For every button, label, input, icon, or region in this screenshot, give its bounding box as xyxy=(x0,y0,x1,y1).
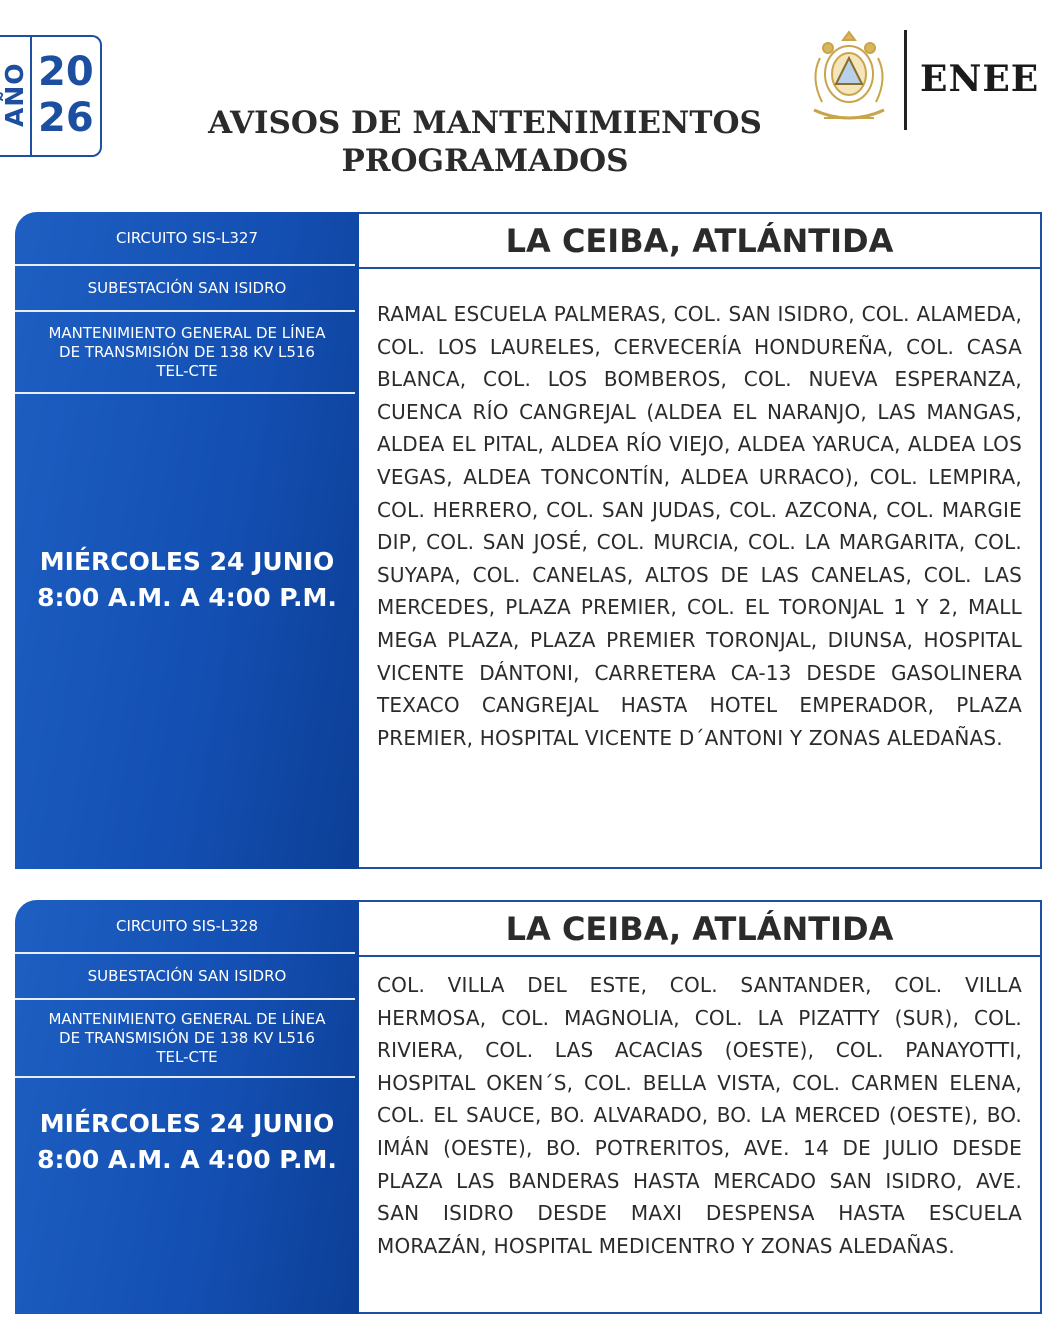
affected-areas-text: COL. VILLA DEL ESTE, COL. SANTANDER, COL. VILLA HERMOSA, COL. MAGNOLIA, COL. LA PIZATTY (SUR), COL. RIVIERA, COL. LAS ACACIAS (OESTE), COL. PANAYOTTI, HOSPITAL OKEN´S, COL. BELLA VISTA, COL. CARMEN ELENA, COL. EL SAUCE, BO. ALVARADO, BO. LA MERCED (OESTE), BO. IMÁN (OESTE), BO. POTRERITOS, AVE. 14 DE JULIO DESDE PLAZA LAS BANDERAS HASTA MERCADO SAN ISIDRO, AVE. SAN ISIDRO DESDE MAXI DESPENSA HASTA ESCUELA MORAZÁN, HOSPITAL MEDICENTRO Y ZONAS ALEDAÑAS. xyxy=(377,973,1022,1258)
substation-label: SUBESTACIÓN SAN ISIDRO xyxy=(87,278,287,297)
logo-divider xyxy=(904,30,907,130)
schedule-date: MIÉRCOLES 24 JUNIO xyxy=(39,1109,335,1138)
year-divider xyxy=(30,37,32,155)
schedule xyxy=(15,1106,359,1178)
work-line-2: DE TRANSMISIÓN DE 138 KV L516 xyxy=(59,1028,315,1047)
work-line-3: TEL-CTE xyxy=(156,1047,218,1066)
schedule-time: 8:00 A.M. A 4:00 P.M. xyxy=(37,1145,337,1174)
work-description xyxy=(15,312,359,392)
year-number xyxy=(38,49,102,141)
work-line-1: MANTENIMIENTO GENERAL DE LÍNEA xyxy=(48,323,326,342)
circuit-label: CIRCUITO SIS-L327 xyxy=(115,228,259,247)
affected-areas-text: RAMAL ESCUELA PALMERAS, COL. SAN ISIDRO, COL. ALAMEDA, COL. LOS LAURELES, CERVECERÍA HONDUREÑA, COL. CASA BLANCA, COL. LOS BOMBEROS, COL. NUEVA ESPERANZA, CUENCA RÍO CANGREJAL (ALDEA EL NARANJO, LAS MANGAS, ALDEA EL PITAL, ALDEA RÍO VIEJO, ALDEA YARUCA, ALDEA LOS VEGAS, ALDEA TONCONTÍN, ALDEA URRACO), COL. LEMPIRA, COL. HERRERO, COL. SAN JUDAS, COL. AZCONA, COL. MARGIE DIP, COL. SAN JOSÉ, COL. MURCIA, COL. LA MARGARITA, COL. SUYAPA, COL. CANELAS, ALTOS DE LAS CANELAS, COL. LAS MERCEDES, PLAZA PREMIER, COL. EL TORONJAL 1 Y 2, MALL MEGA PLAZA, PLAZA PREMIER TORONJAL, DIUNSA, HOSPITAL VICENTE DÁNTONI, CARRETERA CA-13 DESDE GASOLINERA TEXACO CANGREJAL HASTA HOTEL EMPERADOR, PLAZA PREMIER, HOSPITAL VICENTE D´ANTONI Y ZONAS ALEDAÑAS. xyxy=(377,302,1022,750)
substation-label: SUBESTACIÓN SAN ISIDRO xyxy=(87,966,287,985)
location-title: LA CEIBA, ATLÁNTIDA xyxy=(359,214,1040,269)
divider xyxy=(15,392,355,394)
schedule-date: MIÉRCOLES 24 JUNIO xyxy=(39,547,335,576)
year-top: 20 xyxy=(38,49,94,95)
affected-areas-panel xyxy=(359,900,1042,1314)
work-line-2: DE TRANSMISIÓN DE 138 KV L516 xyxy=(59,342,315,361)
year-badge xyxy=(0,35,102,157)
title-line-2: PROGRAMADOS xyxy=(341,143,629,179)
maintenance-notice-2 xyxy=(15,900,1042,1314)
work-line-3: TEL-CTE xyxy=(156,361,218,380)
affected-areas-panel xyxy=(359,212,1042,869)
work-line-1: MANTENIMIENTO GENERAL DE LÍNEA xyxy=(48,1009,326,1028)
divider xyxy=(15,1076,355,1078)
year-bottom: 26 xyxy=(38,95,94,141)
schedule xyxy=(15,544,359,616)
page-title xyxy=(200,104,770,180)
work-description xyxy=(15,1000,359,1076)
circuit-label: CIRCUITO SIS-L328 xyxy=(115,916,259,935)
location-title: LA CEIBA, ATLÁNTIDA xyxy=(359,902,1040,957)
year-label: AÑO xyxy=(0,62,29,127)
title-line-1: AVISOS DE MANTENIMIENTOS xyxy=(208,105,762,141)
enee-logo-text: ENEE xyxy=(920,58,1040,100)
notice-details-panel xyxy=(15,212,359,869)
honduras-coat-of-arms-icon xyxy=(806,28,892,130)
notice-details-panel xyxy=(15,900,359,1314)
maintenance-notice-1 xyxy=(15,212,1042,869)
schedule-time: 8:00 A.M. A 4:00 P.M. xyxy=(37,583,337,612)
